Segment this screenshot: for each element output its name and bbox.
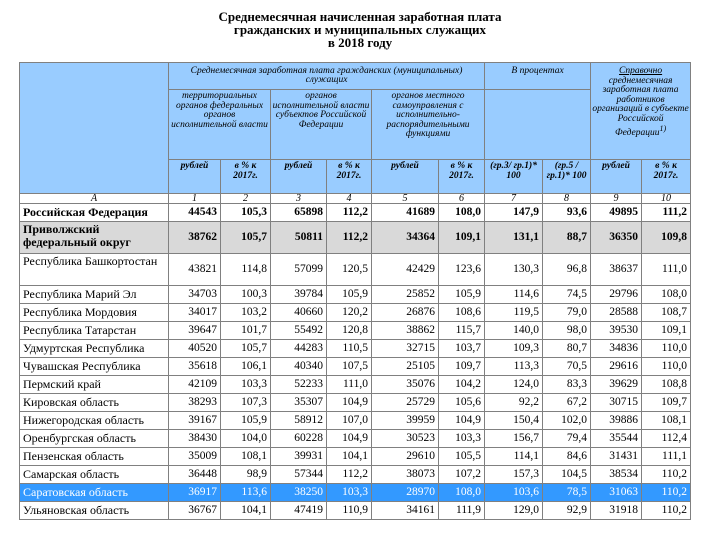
value-cell: 28970 (372, 484, 439, 502)
value-cell: 35307 (271, 394, 327, 412)
value-cell: 105,9 (221, 412, 271, 430)
corner-cell (20, 63, 169, 194)
value-cell: 36767 (169, 502, 221, 520)
unit-cell: в % к 2017г. (221, 160, 271, 194)
region-name-cell: Кировская область (20, 394, 169, 412)
value-cell: 150,4 (485, 412, 543, 430)
value-cell: 130,3 (485, 254, 543, 286)
value-cell: 129,0 (485, 502, 543, 520)
table-row[interactable] (20, 204, 691, 222)
region-name-cell: Нижегородская область (20, 412, 169, 430)
value-cell: 111,0 (327, 376, 372, 394)
unit-cell: (гр.3/ гр.1)* 100 (485, 160, 543, 194)
unit-cell: в % к 2017г. (439, 160, 485, 194)
value-cell: 39784 (271, 286, 327, 304)
value-cell: 36448 (169, 466, 221, 484)
column-number-cell: 3 (271, 194, 327, 204)
region-name-cell: Чувашская Республика (20, 358, 169, 376)
value-cell: 34017 (169, 304, 221, 322)
value-cell: 34836 (591, 340, 642, 358)
footnote-mark: 1) (659, 124, 667, 133)
value-cell: 108,0 (642, 286, 691, 304)
header-sub-percent-empty (485, 90, 591, 160)
value-cell: 120,8 (327, 322, 372, 340)
region-name-cell: Республика Марий Эл (20, 286, 169, 304)
value-cell: 108,1 (642, 412, 691, 430)
value-cell: 29616 (591, 358, 642, 376)
value-cell: 44283 (271, 340, 327, 358)
value-cell: 112,2 (327, 466, 372, 484)
value-cell: 29796 (591, 286, 642, 304)
value-cell: 31918 (591, 502, 642, 520)
value-cell: 36917 (169, 484, 221, 502)
value-cell: 47419 (271, 502, 327, 520)
value-cell: 101,7 (221, 322, 271, 340)
value-cell: 38534 (591, 466, 642, 484)
value-cell: 96,8 (543, 254, 591, 286)
header-sub-federal: территориальных органов федеральных органов исполнительной власти (169, 90, 271, 160)
header-group-reference (591, 63, 691, 160)
column-number-cell: 7 (485, 194, 543, 204)
value-cell: 111,0 (642, 254, 691, 286)
value-cell: 108,1 (221, 448, 271, 466)
table-row[interactable] (20, 322, 691, 340)
value-cell: 120,5 (327, 254, 372, 286)
value-cell: 105,9 (439, 286, 485, 304)
value-cell: 115,7 (439, 322, 485, 340)
value-cell: 38073 (372, 466, 439, 484)
table-row[interactable] (20, 430, 691, 448)
value-cell: 35618 (169, 358, 221, 376)
table-row[interactable] (20, 340, 691, 358)
value-cell: 104,1 (221, 502, 271, 520)
value-cell: 98,9 (221, 466, 271, 484)
value-cell: 79,0 (543, 304, 591, 322)
header-sub-regional: органов исполнительной власти субъектов Российской Федерации (271, 90, 372, 160)
value-cell: 55492 (271, 322, 327, 340)
value-cell: 29610 (372, 448, 439, 466)
region-name-cell: Ульяновская область (20, 502, 169, 520)
value-cell: 31063 (591, 484, 642, 502)
value-cell: 108,7 (642, 304, 691, 322)
column-number-cell: 1 (169, 194, 221, 204)
table-body (20, 204, 691, 520)
region-name-cell: Республика Татарстан (20, 322, 169, 340)
value-cell: 113,6 (221, 484, 271, 502)
table-row[interactable] (20, 286, 691, 304)
value-cell: 35544 (591, 430, 642, 448)
value-cell: 49895 (591, 204, 642, 222)
value-cell: 98,0 (543, 322, 591, 340)
value-cell: 92,2 (485, 394, 543, 412)
region-name-cell: Самарская область (20, 466, 169, 484)
value-cell: 114,1 (485, 448, 543, 466)
value-cell: 39959 (372, 412, 439, 430)
value-cell: 104,0 (221, 430, 271, 448)
column-number-cell: 8 (543, 194, 591, 204)
value-cell: 38637 (591, 254, 642, 286)
value-cell: 110,2 (642, 484, 691, 502)
value-cell: 108,8 (642, 376, 691, 394)
value-cell: 50811 (271, 222, 327, 254)
value-cell: 104,9 (327, 430, 372, 448)
page-title (0, 10, 720, 49)
value-cell: 109,1 (642, 322, 691, 340)
unit-cell: в % к 2017г. (327, 160, 372, 194)
value-cell: 109,7 (642, 394, 691, 412)
unit-cell: рублей (591, 160, 642, 194)
header-sub-municipal: органов местного самоуправления с исполнительно-распорядительными функциями (372, 90, 485, 160)
unit-cell: рублей (372, 160, 439, 194)
value-cell: 100,3 (221, 286, 271, 304)
value-cell: 111,9 (439, 502, 485, 520)
table-row[interactable] (20, 358, 691, 376)
value-cell: 40660 (271, 304, 327, 322)
region-name-cell: Приволжский федеральный округ (20, 222, 169, 254)
value-cell: 88,7 (543, 222, 591, 254)
column-number-cell: 9 (591, 194, 642, 204)
unit-cell: рублей (169, 160, 221, 194)
value-cell: 30523 (372, 430, 439, 448)
value-cell: 70,5 (543, 358, 591, 376)
value-cell: 157,3 (485, 466, 543, 484)
value-cell: 38430 (169, 430, 221, 448)
region-name-cell: Пензенская область (20, 448, 169, 466)
value-cell: 109,3 (485, 340, 543, 358)
value-cell: 34703 (169, 286, 221, 304)
value-cell: 30715 (591, 394, 642, 412)
value-cell: 109,1 (439, 222, 485, 254)
value-cell: 38250 (271, 484, 327, 502)
value-cell: 103,6 (485, 484, 543, 502)
value-cell: 84,6 (543, 448, 591, 466)
value-cell: 106,1 (221, 358, 271, 376)
value-cell: 42109 (169, 376, 221, 394)
value-cell: 42429 (372, 254, 439, 286)
value-cell: 35076 (372, 376, 439, 394)
table-row[interactable] (20, 376, 691, 394)
column-number-cell: 4 (327, 194, 372, 204)
value-cell: 105,7 (221, 222, 271, 254)
value-cell: 83,3 (543, 376, 591, 394)
value-cell: 57344 (271, 466, 327, 484)
value-cell: 25729 (372, 394, 439, 412)
value-cell: 109,7 (439, 358, 485, 376)
value-cell: 38862 (372, 322, 439, 340)
value-cell: 39167 (169, 412, 221, 430)
title-line-3: в 2018 году (327, 35, 393, 50)
value-cell: 131,1 (485, 222, 543, 254)
value-cell: 110,9 (327, 502, 372, 520)
value-cell: 39647 (169, 322, 221, 340)
table-row[interactable] (20, 412, 691, 430)
value-cell: 103,3 (439, 430, 485, 448)
value-cell: 103,3 (221, 376, 271, 394)
reference-text: среднемесячная заработная плата работников организаций в субъекте Российской Федерации (592, 75, 689, 139)
value-cell: 110,0 (642, 340, 691, 358)
value-cell: 140,0 (485, 322, 543, 340)
value-cell: 111,1 (642, 448, 691, 466)
value-cell: 52233 (271, 376, 327, 394)
value-cell: 102,0 (543, 412, 591, 430)
table-row[interactable] (20, 484, 691, 502)
value-cell: 112,4 (642, 430, 691, 448)
unit-cell: (гр.5 / гр.1)* 100 (543, 160, 591, 194)
table-row[interactable] (20, 448, 691, 466)
value-cell: 39931 (271, 448, 327, 466)
unit-cell: в % к 2017г. (642, 160, 691, 194)
value-cell: 44543 (169, 204, 221, 222)
region-name-cell: Пермский край (20, 376, 169, 394)
header-group-salary: Среднемесячная заработная плата гражданских (муниципальных) служащих (169, 63, 485, 90)
value-cell: 103,2 (221, 304, 271, 322)
region-name-cell: Республика Мордовия (20, 304, 169, 322)
value-cell: 40340 (271, 358, 327, 376)
value-cell: 110,2 (642, 466, 691, 484)
value-cell: 67,2 (543, 394, 591, 412)
value-cell: 111,2 (642, 204, 691, 222)
value-cell: 60228 (271, 430, 327, 448)
column-numbers-row (20, 194, 691, 204)
value-cell: 36350 (591, 222, 642, 254)
value-cell: 107,3 (221, 394, 271, 412)
value-cell: 104,2 (439, 376, 485, 394)
column-number-cell: 6 (439, 194, 485, 204)
table-row[interactable] (20, 222, 691, 254)
value-cell: 112,2 (327, 204, 372, 222)
value-cell: 109,8 (642, 222, 691, 254)
value-cell: 80,7 (543, 340, 591, 358)
value-cell: 57099 (271, 254, 327, 286)
value-cell: 107,0 (327, 412, 372, 430)
value-cell: 108,0 (439, 204, 485, 222)
value-cell: 107,2 (439, 466, 485, 484)
value-cell: 79,4 (543, 430, 591, 448)
value-cell: 114,8 (221, 254, 271, 286)
value-cell: 25852 (372, 286, 439, 304)
value-cell: 43821 (169, 254, 221, 286)
value-cell: 120,2 (327, 304, 372, 322)
table-row[interactable] (20, 466, 691, 484)
region-name-cell: Республика Башкортостан (20, 254, 169, 286)
value-cell: 39886 (591, 412, 642, 430)
value-cell: 123,6 (439, 254, 485, 286)
value-cell: 31431 (591, 448, 642, 466)
value-cell: 34364 (372, 222, 439, 254)
region-name-cell: Удмуртская Республика (20, 340, 169, 358)
value-cell: 74,5 (543, 286, 591, 304)
column-number-cell: 2 (221, 194, 271, 204)
value-cell: 34161 (372, 502, 439, 520)
title-line-1: Среднемесячная начисленная заработная плата (218, 9, 502, 24)
column-number-cell: 5 (372, 194, 439, 204)
value-cell: 113,3 (485, 358, 543, 376)
unit-cell: рублей (271, 160, 327, 194)
value-cell: 39629 (591, 376, 642, 394)
reference-link[interactable]: Справочно (619, 66, 663, 76)
value-cell: 114,6 (485, 286, 543, 304)
value-cell: 104,5 (543, 466, 591, 484)
value-cell: 35009 (169, 448, 221, 466)
value-cell: 92,9 (543, 502, 591, 520)
value-cell: 104,9 (439, 412, 485, 430)
value-cell: 93,6 (543, 204, 591, 222)
value-cell: 58912 (271, 412, 327, 430)
column-number-cell: А (20, 194, 169, 204)
value-cell: 38293 (169, 394, 221, 412)
region-name-cell: Оренбургская область (20, 430, 169, 448)
value-cell: 104,1 (327, 448, 372, 466)
salary-table (19, 62, 691, 520)
value-cell: 108,6 (439, 304, 485, 322)
value-cell: 112,2 (327, 222, 372, 254)
value-cell: 104,9 (327, 394, 372, 412)
value-cell: 110,0 (642, 358, 691, 376)
region-name-cell: Саратовская область (20, 484, 169, 502)
table-row[interactable] (20, 304, 691, 322)
value-cell: 105,6 (439, 394, 485, 412)
value-cell: 124,0 (485, 376, 543, 394)
value-cell: 32715 (372, 340, 439, 358)
value-cell: 65898 (271, 204, 327, 222)
value-cell: 108,0 (439, 484, 485, 502)
value-cell: 105,9 (327, 286, 372, 304)
value-cell: 103,3 (327, 484, 372, 502)
value-cell: 40520 (169, 340, 221, 358)
table-row[interactable] (20, 502, 691, 520)
header-group-percent: В процентах (485, 63, 591, 90)
table-row[interactable] (20, 394, 691, 412)
value-cell: 107,5 (327, 358, 372, 376)
value-cell: 156,7 (485, 430, 543, 448)
value-cell: 103,7 (439, 340, 485, 358)
value-cell: 110,5 (327, 340, 372, 358)
value-cell: 26876 (372, 304, 439, 322)
value-cell: 39530 (591, 322, 642, 340)
value-cell: 110,2 (642, 502, 691, 520)
value-cell: 28588 (591, 304, 642, 322)
value-cell: 41689 (372, 204, 439, 222)
table-row[interactable] (20, 254, 691, 286)
column-number-cell: 10 (642, 194, 691, 204)
value-cell: 147,9 (485, 204, 543, 222)
value-cell: 105,3 (221, 204, 271, 222)
value-cell: 78,5 (543, 484, 591, 502)
region-name-cell: Российская Федерация (20, 204, 169, 222)
value-cell: 25105 (372, 358, 439, 376)
title-line-2: гражданских и муниципальных служащих (233, 22, 487, 37)
value-cell: 105,5 (439, 448, 485, 466)
value-cell: 38762 (169, 222, 221, 254)
value-cell: 119,5 (485, 304, 543, 322)
value-cell: 105,7 (221, 340, 271, 358)
